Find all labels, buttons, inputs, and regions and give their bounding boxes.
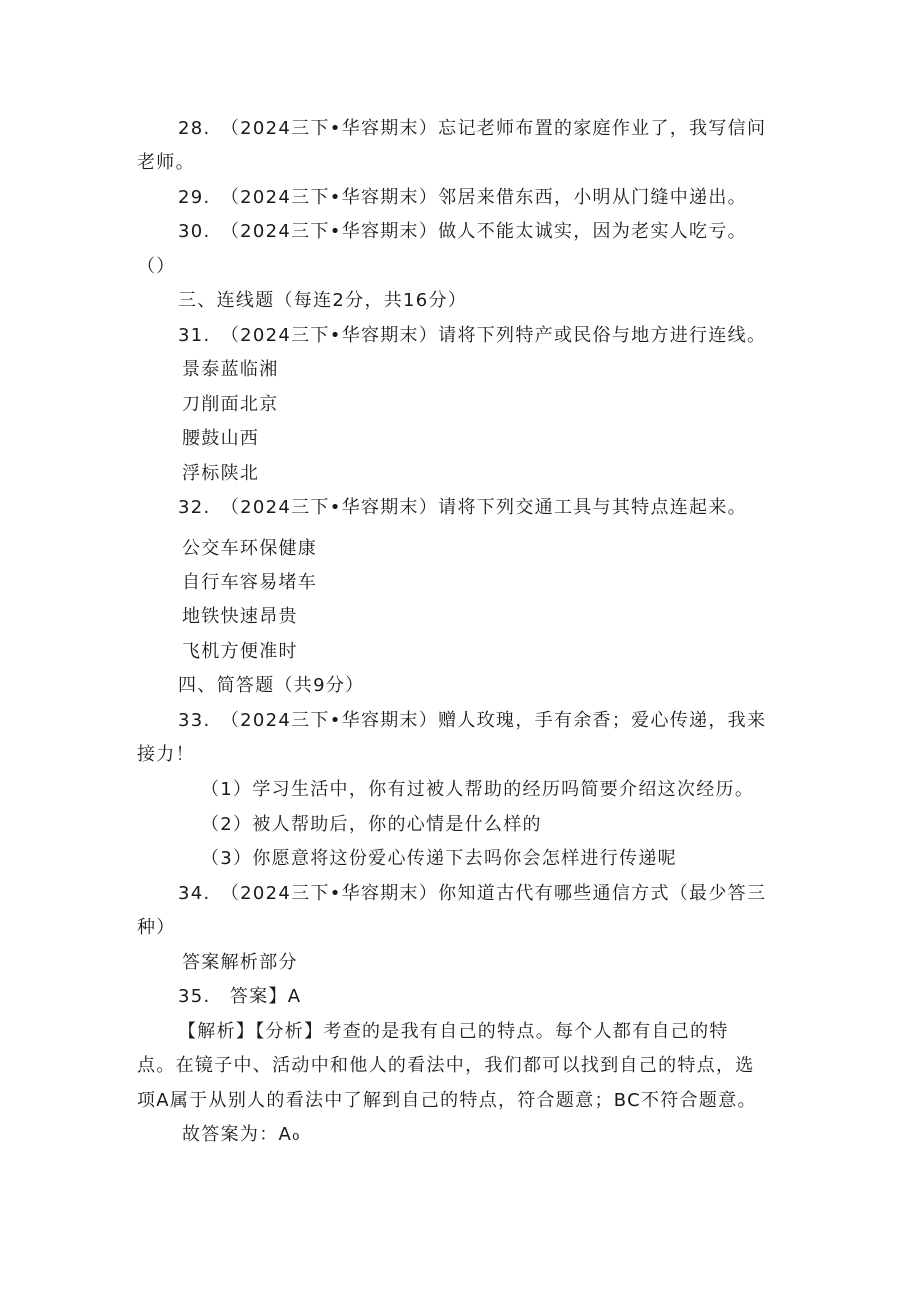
question-32: 32. （2024三下•华容期末）请将下列交通工具与其特点连起来。: [178, 497, 747, 518]
match-item-2: 刀削面北京: [182, 394, 279, 415]
transport-item-2: 自行车容易堵车: [182, 572, 318, 593]
sub-question-1: （1）学习生活中，你有过被人帮助的经历吗简要介绍这次经历。: [201, 779, 755, 800]
transport-item-4: 飞机方便准时: [182, 641, 298, 662]
sub-question-2: （2）被人帮助后，你的心情是什么样的: [201, 814, 542, 835]
question-30-blank: （）: [137, 256, 176, 277]
match-item-1: 景泰蓝临湘: [182, 359, 279, 380]
analysis-line-1: 【解析】【分析】考查的是我有自己的特点。每个人都有自己的特: [178, 1021, 729, 1042]
section-4-heading: 四、简答题（共9分）: [178, 675, 365, 696]
transport-item-1: 公交车环保健康: [182, 538, 318, 559]
question-33-line-1: 33. （2024三下•华容期末）赠人玫瑰，手有余香；爱心传递，我来: [178, 710, 767, 731]
question-34-line-1: 34. （2024三下•华容期末）你知道古代有哪些通信方式（最少答三: [178, 883, 767, 904]
analysis-line-2: 点。在镜子中、活动中和他人的看法中，我们都可以找到自己的特点，选: [137, 1055, 755, 1076]
question-28-line-1: 28. （2024三下•华容期末）忘记老师布置的家庭作业了，我写信问: [178, 118, 767, 139]
question-34-line-2: 种）: [137, 917, 176, 938]
question-33-line-2: 接力！: [137, 744, 195, 765]
question-28-line-2: 老师。: [137, 152, 195, 173]
question-29: 29. （2024三下•华容期末）邻居来借东西，小明从门缝中递出。: [178, 187, 747, 208]
answer-section-heading: 答案解析部分: [182, 952, 298, 973]
answer-35: 35. 答案】A: [178, 986, 302, 1007]
analysis-line-3: 项A属于从别人的看法中了解到自己的特点，符合题意；BC不符合题意。: [137, 1090, 757, 1111]
match-item-3: 腰鼓山西: [182, 428, 260, 449]
question-31: 31. （2024三下•华容期末）请将下列特产或民俗与地方进行连线。: [178, 325, 767, 346]
sub-question-3: （3）你愿意将这份爱心传递下去吗你会怎样进行传递呢: [201, 848, 677, 869]
transport-item-3: 地铁快速昂贵: [182, 606, 298, 627]
final-answer: 故答案为：A₀: [182, 1124, 301, 1145]
match-item-4: 浮标陕北: [182, 463, 260, 484]
section-3-heading: 三、连线题（每连2分，共16分）: [178, 290, 468, 311]
question-30-line-1: 30. （2024三下•华容期末）做人不能太诚实，因为老实人吃亏。: [178, 221, 747, 242]
